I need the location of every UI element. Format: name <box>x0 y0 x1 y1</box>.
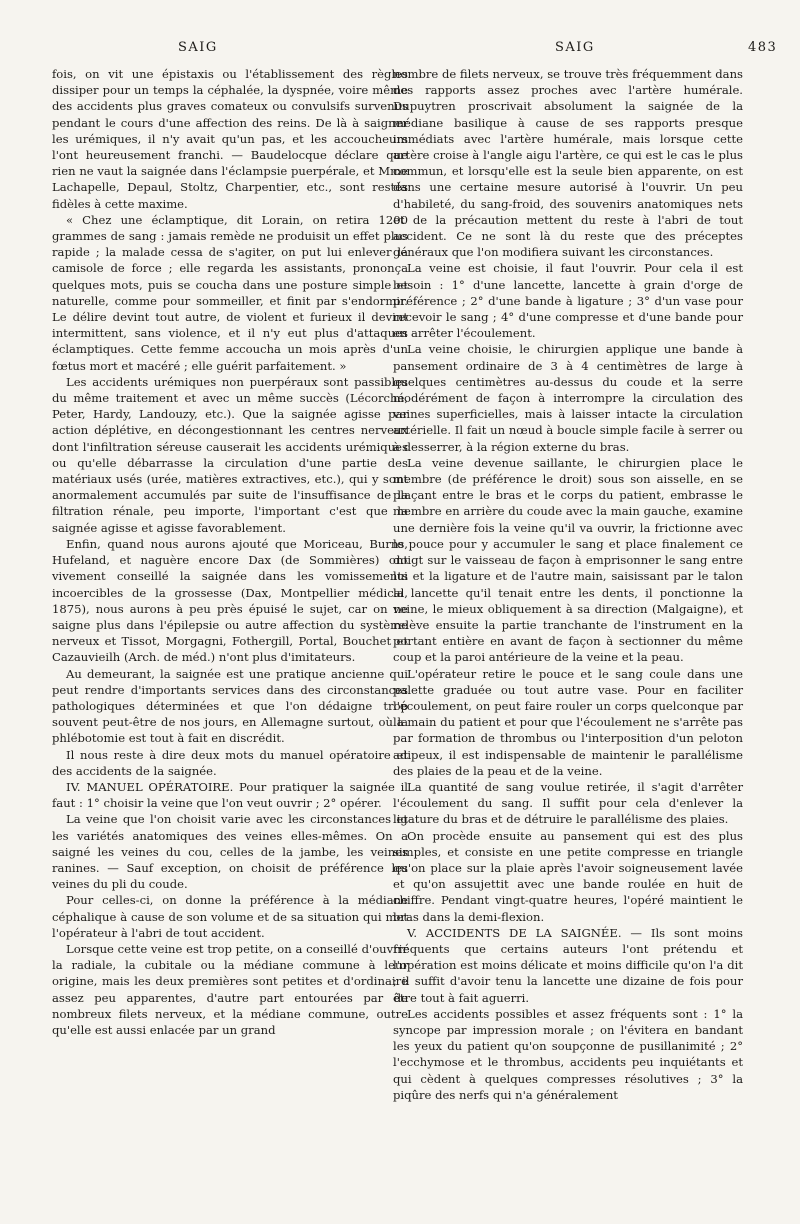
right-column <box>393 66 743 1103</box>
paragraph: Il nous reste à dire deux mots du manuel opératoire et des accidents de la saignée. <box>52 747 408 778</box>
paragraph: Lorsque cette veine est trop petite, on a conseillé d'ouvrir la radiale, la cubitale ou la médiane commune à leur origine, mais les deux premières sont petites et d'ordinaire assez peu apparentes, d'autre part entourées par de nombreux filets nerveux, et la médiane commune, outre qu'elle est aussi enlacée par un grand <box>52 941 408 1037</box>
paragraph: La veine que l'on choisit varie avec les circonstances et les variétés anatomiques des veines elles-mêmes. On a saigné les veines du cou, celles de la jambe, les veines ranines. — Sauf exception, on choisit de préférence les veines du pli du coude. <box>52 812 408 892</box>
paragraph: « Chez une éclamptique, dit Lorain, on retira 1200 grammes de sang : jamais remède ne produisit un effet plus rapide ; la malade cessa de s'agiter, on put lui enlever la camisole de force ; elle regarda les assistants, prononça quelques mots, puis se coucha dans une posture simple et naturelle, comme pour sommeiller, et finit par s'endormir. Le délire devint tout autre, de violent et furieux il devint intermittent, sans violence, et il n'y eut plus d'attaques éclamptiques. Cette femme accoucha un mois après d'un fœtus mort et macéré ; elle guérit parfaitement. » <box>52 212 408 373</box>
paragraph: L'opérateur retire le pouce et le sang coule dans une palette graduée ou tout autre vase. Pour en faciliter l'écoulement, on peut faire rouler un corps quelconque par la main du patient et pour que l'écoulement ne s'arrête pas par formation de thrombus ou l'interposition d'un peloton adipeux, il est indispensable de maintenir le parallélisme des plaies de la peau et de la veine. <box>393 666 743 778</box>
paragraph: Au demeurant, la saignée est une pratique ancienne qui peut rendre d'importants services dans des circonstances pathologiques déterminées et que l'on dédaigne trop souvent peut-être de nos jours, en Allemagne surtout, où la phlébotomie est tout à fait en discrédit. <box>52 666 408 746</box>
paragraph: Les accidents urémiques non puerpéraux sont passibles du même traitement et avec un même succès (Lécorché, Peter, Hardy, Landouzy, etc.). Que la saignée agisse par action déplétive, en décongestionnant les centres nerveux dont l'infiltration séreuse causerait les accidents urémiques ou qu'elle débarrasse la circulation d'une partie des matériaux usés (urée, matières extractives, etc.), qui y sont anormalement accumulés par suite de l'insuffisance de la filtration rénale, peu importe, l'important c'est que la saignée agisse et agisse favorablement. <box>52 374 408 535</box>
paragraph: Les accidents possibles et assez fréquents sont : 1° la syncope par impression morale ; on l'évitera en bandant les yeux du patient qu'on soupçonne de pusillanimité ; 2° l'ecchymose et le thrombus, accidents peu inquiétants et qui cèdent à quelques compresses résolutives ; 3° la piqûre des nerfs qui n'a généralement <box>393 1006 743 1102</box>
paragraph: La veine choisie, le chirurgien applique une bande à pansement ordinaire de 3 à 4 centimètres de large à quelques centimètres au-dessus du coude et la serre modérément de façon à interrompre la circulation des veines superficielles, mais à laisser intacte la circulation artérielle. Il fait un nœud à boucle simple facile à serrer ou à desserrer, à la région externe du bras. <box>393 342 743 454</box>
paragraph: Enfin, quand nous aurons ajouté que Moriceau, Burns, Hufeland, et naguère encore Dax (de Sommières) ont vivement conseillé la saignée dans les vomissements incoercibles de la grossesse (Dax, Montpellier médical, 1875), nous aurons à peu près épuisé le sujet, car on ne saigne plus dans l'épilepsie ou autre affection du système nerveux et Tissot, Morgagni, Fothergill, Portal, Bouchet et Cazauvieilh (Arch. de méd.) n'ont plus d'imitateurs. <box>52 536 408 665</box>
page-number: 483 <box>748 40 778 55</box>
paragraph: La veine est choisie, il faut l'ouvrir. Pour cela il est besoin : 1° d'une lancette, lancette à grain d'orge de préférence ; 2° d'une bande à ligature ; 3° d'un vase pour recevoir le sang ; 4° d'une compresse et d'une bande pour en arrêter l'écoulement. <box>393 261 743 341</box>
paragraph: On procède ensuite au pansement qui est des plus simples, et consiste en une petite compresse en triangle qu'on place sur la plaie après l'avoir soigneusement lavée et qu'on assujettit avec une bande roulée en huit de chiffre. Pendant vingt-quatre heures, l'opéré maintient le bras dans la demi-flexion. <box>393 828 743 924</box>
paragraph: Pour celles-ci, on donne la préférence à la médiane céphalique à cause de son volume et de sa situation qui met l'opérateur à l'abri de tout accident. <box>52 893 408 940</box>
section-heading-paragraph: V. ACCIDENTS DE LA SAIGNÉE. — Ils sont moins fréquents que certains auteurs l'ont prétendu et l'opération est moins délicate et moins difficile qu'on l'a dit ; il suffit d'avoir tenu la lancette une dizaine de fois pour être tout à fait aguerri. <box>393 925 743 1005</box>
left-column <box>52 66 408 1038</box>
running-head-center: SAIG <box>555 40 595 55</box>
paragraph: nombre de filets nerveux, se trouve très fréquemment dans des rapports assez proches avec l'artère humérale. Dupuytren proscrivait absolument la saignée de la médiane basilique à cause de ses rapports presque immédiats avec l'artère humérale, mais lorsque cette artère croise à l'angle aigu l'artère, ce qui est le cas le plus commun, et lorsqu'elle est la seule bien apparente, on est dans une certaine mesure autorisé à l'ouvrir. Un peu d'habileté, du sang-froid, des souvenirs anatomiques nets et de la précaution mettent du reste à l'abri de tout accident. Ce ne sont là du reste que des préceptes généraux que l'on modifiera suivant les circonstances. <box>393 67 743 260</box>
paragraph: fois, on vit une épistaxis ou l'établissement des règles dissiper pour un temps la céphalée, la dyspnée, voire même des accidents plus graves comateux ou convulsifs survenus pendant le cours d'une affection des reins. De là à saigner les urémiques, il n'y avait qu'un pas, et les accoucheurs l'ont heureusement franchi. — Baudelocque déclare que rien ne vaut la saignée dans l'éclampsie puerpérale, et Mme Lachapelle, Depaul, Stoltz, Charpentier, etc., sont restés fidèles à cette maxime. <box>52 67 408 211</box>
running-head-left: SAIG <box>178 40 218 55</box>
paragraph: La quantité de sang voulue retirée, il s'agit d'arrêter l'écoulement du sang. Il suffit pour cela d'enlever la ligature du bras et de détruire le parallélisme des plaies. <box>393 779 743 827</box>
paragraph: La veine devenue saillante, le chirurgien place le membre (de préférence le droit) sous son aisselle, en se plaçant entre le bras et le corps du patient, embrasse le membre en arrière du coude avec la main gauche, examine une dernière fois la veine qu'il va ouvrir, la frictionne avec le pouce pour y accumuler le sang et place finalement ce doigt sur le vaisseau de façon à emprisonner le sang entre lui et la ligature et de l'autre main, saisissant par le talon la lancette qu'il tenait entre les dents, il ponctionne la veine, le mieux obliquement à sa direction (Malgaigne), et relève ensuite la partie tranchante de l'instrument en la portant entière en avant de façon à sectionner du même coup et la paroi antérieure de la veine et la peau. <box>393 455 743 665</box>
section-heading-paragraph: IV. MANUEL OPÉRATOIRE. Pour pratiquer la saignée il faut : 1° choisir la veine que l'on veut ouvrir ; 2° opérer. <box>52 779 408 811</box>
